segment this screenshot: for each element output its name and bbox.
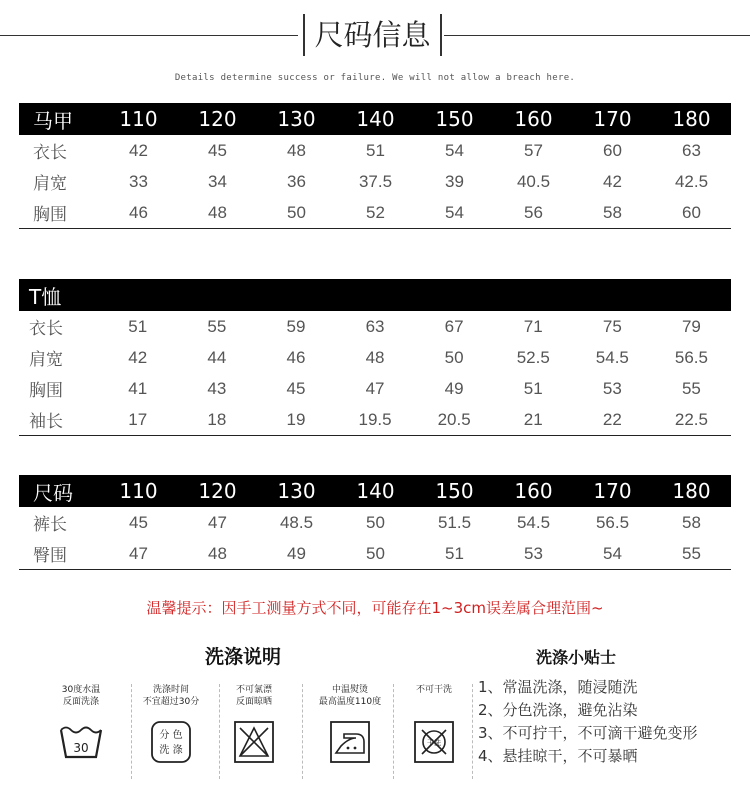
table-cell: 42.5	[674, 171, 709, 191]
table-cell: 51	[366, 140, 385, 160]
table-cell: 42	[603, 171, 622, 191]
table-cell: 17	[128, 409, 148, 429]
table-cell: 51	[445, 543, 464, 563]
table-cell: 75	[602, 316, 622, 336]
table-header	[19, 279, 731, 311]
header-cell: 130	[277, 107, 316, 131]
table-cell: 40.5	[516, 171, 551, 191]
care-label	[211, 684, 297, 714]
table-cell: 63	[365, 316, 385, 336]
table-cell: 67	[444, 316, 464, 336]
header-cell: 160	[514, 479, 553, 503]
pants-size-table	[19, 475, 731, 570]
care-divider	[472, 684, 473, 779]
table-row	[19, 197, 731, 229]
table-cell: 63	[682, 140, 701, 160]
table-cell: 49	[444, 378, 464, 398]
care-label-line1: 30度水温	[61, 685, 101, 695]
table-cell: 59	[286, 316, 306, 336]
care-label	[128, 684, 214, 714]
header-cell: 170	[593, 107, 632, 131]
care-item-separate-wash	[128, 684, 214, 784]
header-cell: 170	[593, 479, 632, 503]
iron-medium-icon	[327, 720, 373, 764]
row-label: 衣长	[33, 143, 67, 162]
row-label: 衣长	[29, 319, 63, 338]
table-cell: 50	[444, 347, 464, 367]
tshirt-size-table	[19, 279, 731, 436]
table-cell: 43	[207, 378, 227, 398]
table-cell: 54	[445, 202, 464, 222]
table-cell: 52	[366, 202, 385, 222]
table-row	[19, 538, 731, 570]
table-cell: 45	[208, 140, 227, 160]
tip-item: 4、悬挂晾干，不可暴晒	[478, 747, 638, 765]
header-cell: T恤	[29, 284, 62, 309]
table-cell: 56.5	[674, 347, 708, 367]
tip-item: 1、常温洗涤，随浸随洗	[478, 678, 638, 696]
wash-temperature-text: 30	[73, 741, 89, 755]
care-label	[38, 684, 124, 714]
table-cell: 37.5	[358, 171, 393, 191]
table-cell: 36	[287, 171, 306, 191]
header-cell: 130	[277, 479, 316, 503]
title-line-left	[0, 35, 298, 36]
table-cell: 19.5	[358, 409, 392, 429]
header-cell: 120	[198, 107, 237, 131]
table-cell: 39	[445, 171, 464, 191]
subtitle: Details determine success or failure. We will not allow a breach here.	[174, 73, 576, 83]
table-cell: 60	[603, 140, 622, 160]
table-cell: 49	[287, 543, 306, 563]
table-row	[19, 404, 731, 436]
table-row	[19, 342, 731, 373]
row-label: 袖长	[29, 412, 63, 431]
table-cell: 50	[366, 543, 385, 563]
care-item-iron	[307, 684, 393, 784]
table-cell: 58	[603, 202, 622, 222]
row-label: 裤长	[33, 515, 67, 534]
care-item-no-dry-clean	[391, 684, 477, 784]
table-cell: 45	[286, 378, 306, 398]
table-cell: 53	[524, 543, 543, 563]
care-label-line1: 不可干洗	[415, 685, 452, 695]
row-label: 肩宽	[33, 174, 67, 193]
table-cell: 47	[365, 378, 385, 398]
table-cell: 58	[682, 512, 701, 532]
care-label-line1: 洗涤时间	[152, 685, 189, 695]
table-cell: 51	[128, 316, 148, 336]
table-cell: 56	[524, 202, 543, 222]
row-label: 臀围	[33, 546, 67, 565]
table-cell: 48	[287, 140, 306, 160]
care-divider	[302, 684, 303, 779]
header-cell: 150	[435, 107, 474, 131]
care-label-line2: 反面晾晒	[235, 697, 272, 707]
table-cell: 51	[523, 378, 543, 398]
table-cell: 22	[602, 409, 622, 429]
table-cell: 54	[603, 543, 622, 563]
table-cell: 57	[524, 140, 543, 160]
care-item-no-bleach	[211, 684, 297, 784]
header-cell: 180	[672, 479, 711, 503]
table-cell: 52.5	[516, 347, 550, 367]
row-label: 胸围	[29, 381, 63, 400]
care-label-line1: 不可氯漂	[235, 685, 272, 695]
table-cell: 48.5	[279, 512, 314, 532]
tip-item: 2、分色洗涤，避免沾染	[478, 701, 638, 719]
wash-30-icon	[58, 720, 104, 760]
separate-wash-text-1: 分 色	[159, 730, 183, 741]
care-label-line2: 最高温度110度	[318, 697, 382, 707]
table-cell: 50	[366, 512, 385, 532]
table-cell: 45	[129, 512, 148, 532]
table-cell: 51.5	[437, 512, 472, 532]
care-label-line2: 不宜超过30分	[142, 697, 200, 707]
no-dry-clean-icon	[411, 720, 457, 764]
table-row	[19, 507, 731, 538]
title-area	[0, 14, 750, 58]
table-cell: 60	[682, 202, 701, 222]
separate-wash-icon	[148, 720, 194, 764]
table-cell: 19	[286, 409, 306, 429]
row-label: 肩宽	[29, 350, 63, 369]
header-cell: 140	[356, 107, 395, 131]
table-cell: 20.5	[437, 409, 471, 429]
header-cell: 180	[672, 107, 711, 131]
care-label-line1: 中温熨烫	[331, 685, 368, 695]
table-cell: 48	[365, 347, 385, 367]
care-label-line2: 反面洗涤	[62, 697, 99, 707]
table-cell: 41	[128, 378, 148, 398]
table-cell: 42	[128, 347, 148, 367]
table-cell: 55	[681, 378, 701, 398]
table-cell: 56.5	[595, 512, 630, 532]
table-header	[19, 475, 731, 507]
page-title: 尺码信息	[303, 14, 442, 56]
table-cell: 53	[602, 378, 622, 398]
care-label	[391, 684, 477, 714]
tip-item: 3、不可拧干，不可滴干避免变形	[478, 724, 698, 742]
header-cell: 尺码	[33, 480, 73, 505]
header-cell: 150	[435, 479, 474, 503]
table-cell: 48	[208, 543, 227, 563]
care-label	[307, 684, 393, 714]
table-cell: 18	[207, 409, 227, 429]
header-cell: 马甲	[33, 108, 73, 133]
separate-wash-text-2: 洗 涤	[159, 745, 183, 756]
table-cell: 46	[286, 347, 306, 367]
table-cell: 71	[523, 316, 543, 336]
tips-list	[478, 676, 738, 768]
header-cell: 110	[119, 107, 158, 131]
header-cell: 140	[356, 479, 395, 503]
table-cell: 42	[129, 140, 148, 160]
table-header	[19, 103, 731, 135]
table-cell: 47	[208, 512, 227, 532]
table-row	[19, 135, 731, 166]
vest-size-table	[19, 103, 731, 229]
table-cell: 54.5	[595, 347, 629, 367]
table-cell: 79	[681, 316, 701, 336]
table-cell: 55	[682, 543, 701, 563]
table-cell: 50	[287, 202, 306, 222]
table-row	[19, 373, 731, 404]
header-cell: 110	[119, 479, 158, 503]
table-cell: 44	[207, 347, 227, 367]
measurement-notice: 温馨提示：因手工测量方式不同，可能存在1~3cm误差属合理范围~	[146, 599, 604, 617]
table-cell: 54.5	[516, 512, 551, 532]
table-cell: 47	[129, 543, 148, 563]
table-row	[19, 311, 731, 342]
row-label: 胸围	[33, 205, 67, 224]
title-line-right	[444, 35, 750, 36]
table-row	[19, 166, 731, 197]
table-cell: 21	[523, 409, 543, 429]
dry-clean-text: 干洗	[427, 739, 441, 747]
table-cell: 54	[445, 140, 464, 160]
no-bleach-icon	[231, 720, 277, 764]
table-cell: 48	[208, 202, 227, 222]
table-cell: 46	[129, 202, 148, 222]
table-cell: 34	[208, 171, 227, 191]
tips-title: 洗涤小贴士	[536, 648, 617, 667]
header-cell: 120	[198, 479, 237, 503]
table-cell: 33	[129, 171, 148, 191]
care-item-wash-30	[38, 684, 124, 784]
header-cell: 160	[514, 107, 553, 131]
table-cell: 55	[207, 316, 227, 336]
wash-title: 洗涤说明	[205, 646, 282, 668]
table-cell: 22.5	[674, 409, 708, 429]
